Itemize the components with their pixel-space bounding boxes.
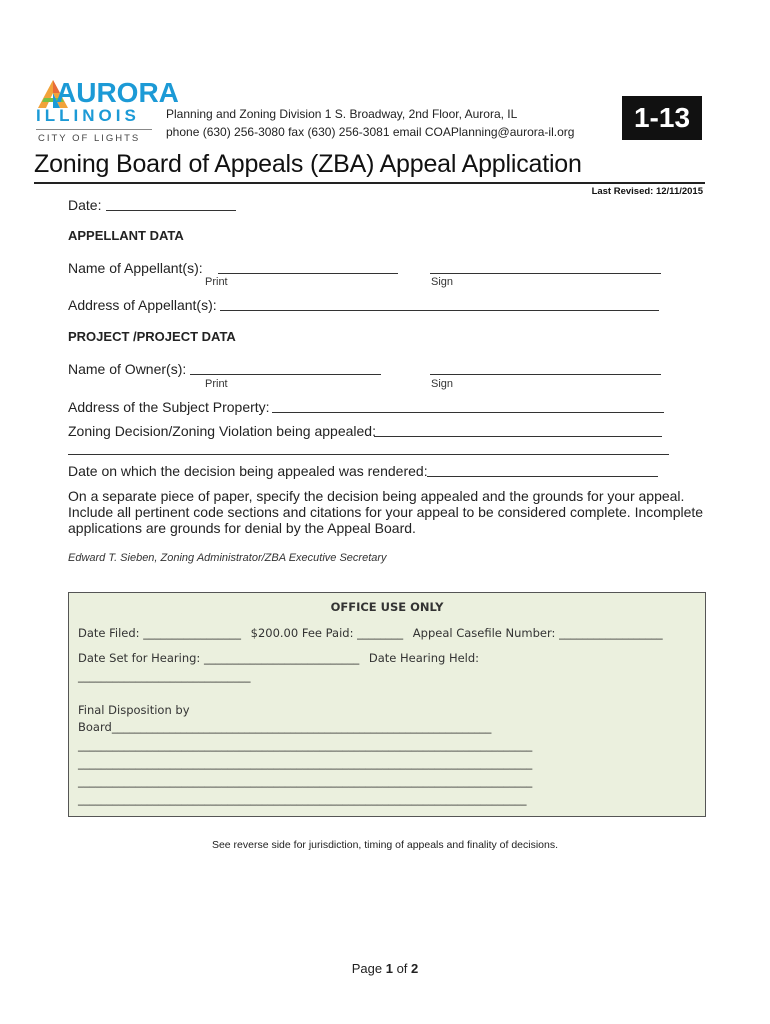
appellant-sign-caption: Sign: [431, 276, 454, 288]
casefile-field[interactable]: __________________: [559, 626, 663, 640]
header-address: Planning and Zoning Division 1 S. Broadway, 2nd Floor, Aurora, IL: [166, 107, 518, 121]
appellant-name-sign-field[interactable]: [430, 273, 661, 274]
page-of: of: [396, 961, 408, 976]
header-contact: phone (630) 256-3080 fax (630) 256-3081 email COAPlanning@aurora-il.org: [166, 125, 575, 139]
disposition-line[interactable]: ______________________________________________________________________________: [78, 792, 527, 806]
appellant-name-label: Name of Appellant(s):: [68, 260, 203, 276]
owner-print-caption: Print: [205, 378, 228, 390]
final-disposition-label: Final Disposition by: [78, 703, 190, 717]
appellant-name-print-field[interactable]: [218, 273, 398, 274]
appellant-address-field[interactable]: [220, 310, 659, 311]
logo-divider: [36, 129, 152, 130]
zoning-decision-field-cont[interactable]: [68, 454, 669, 455]
office-row-1: [78, 626, 663, 640]
page-total: 2: [411, 961, 419, 976]
board-field[interactable]: __________________________________________________________________: [111, 720, 492, 734]
page-title: Zoning Board of Appeals (ZBA) Appeal Application: [34, 150, 582, 178]
title-divider: [34, 182, 705, 184]
board-row: [78, 720, 491, 734]
instructions-line-3: applications are grounds for denial by the Appeal Board.: [68, 520, 416, 536]
date-filed-label: Date Filed:: [78, 626, 140, 640]
date-field[interactable]: [106, 210, 236, 211]
instructions-line-1: On a separate piece of paper, specify the decision being appealed and the grounds for your appeal.: [68, 488, 685, 504]
disposition-line[interactable]: _______________________________________________________________________________: [78, 738, 533, 752]
appellant-print-caption: Print: [205, 276, 228, 288]
owner-name-print-field[interactable]: [190, 374, 381, 375]
project-heading: PROJECT /PROJECT DATA: [68, 329, 236, 344]
disposition-line[interactable]: _______________________________________________________________________________: [78, 756, 533, 770]
logo-illinois-text: ILLINOIS: [36, 106, 140, 125]
form-number-badge: 1-13: [622, 96, 702, 140]
logo-city-text: CITY OF LIGHTS: [38, 133, 141, 144]
zoning-decision-label: Zoning Decision/Zoning Violation being appealed:: [68, 423, 376, 439]
fee-paid-field[interactable]: ________: [357, 626, 404, 640]
date-label: Date:: [68, 197, 102, 213]
appellant-address-label: Address of Appellant(s):: [68, 297, 217, 313]
date-held-field[interactable]: ______________________________: [78, 669, 251, 683]
logo-aurora-text: AURORA: [56, 77, 179, 108]
footnote: See reverse side for jurisdiction, timing of appeals and finality of decisions.: [211, 839, 559, 851]
date-held-label: Date Hearing Held:: [368, 651, 480, 665]
office-row-2: [78, 651, 479, 665]
appellant-heading: APPELLANT DATA: [68, 228, 184, 243]
owner-sign-caption: Sign: [431, 378, 454, 390]
date-rendered-field[interactable]: [427, 476, 658, 477]
subject-property-field[interactable]: [272, 412, 664, 413]
fee-paid-label: $200.00 Fee Paid:: [250, 626, 354, 640]
zoning-decision-field[interactable]: [374, 436, 662, 437]
owner-name-sign-field[interactable]: [430, 374, 661, 375]
page-label: Page: [351, 961, 383, 976]
instructions-line-2: Include all pertinent code sections and citations for your appeal to be considered complete. Incomplete: [68, 504, 704, 520]
date-filed-field[interactable]: _________________: [143, 626, 241, 640]
board-label: Board: [78, 720, 112, 734]
date-set-field[interactable]: ___________________________: [203, 651, 360, 665]
office-use-heading: OFFICE USE ONLY: [330, 600, 444, 614]
page-number: [0, 961, 770, 976]
disposition-line[interactable]: _______________________________________________________________________________: [78, 774, 533, 788]
last-revised: Last Revised: 12/11/2015: [591, 186, 703, 197]
aurora-logo: [34, 77, 179, 148]
date-set-label: Date Set for Hearing:: [78, 651, 201, 665]
office-use-box: [68, 592, 706, 817]
casefile-label: Appeal Casefile Number:: [412, 626, 556, 640]
administrator-note: Edward T. Sieben, Zoning Administrator/ZBA Executive Secretary: [68, 552, 387, 564]
owner-name-label: Name of Owner(s):: [68, 361, 187, 377]
date-rendered-label: Date on which the decision being appealed was rendered:: [68, 463, 428, 479]
page-current: 1: [385, 961, 393, 976]
subject-property-label: Address of the Subject Property:: [68, 399, 270, 415]
